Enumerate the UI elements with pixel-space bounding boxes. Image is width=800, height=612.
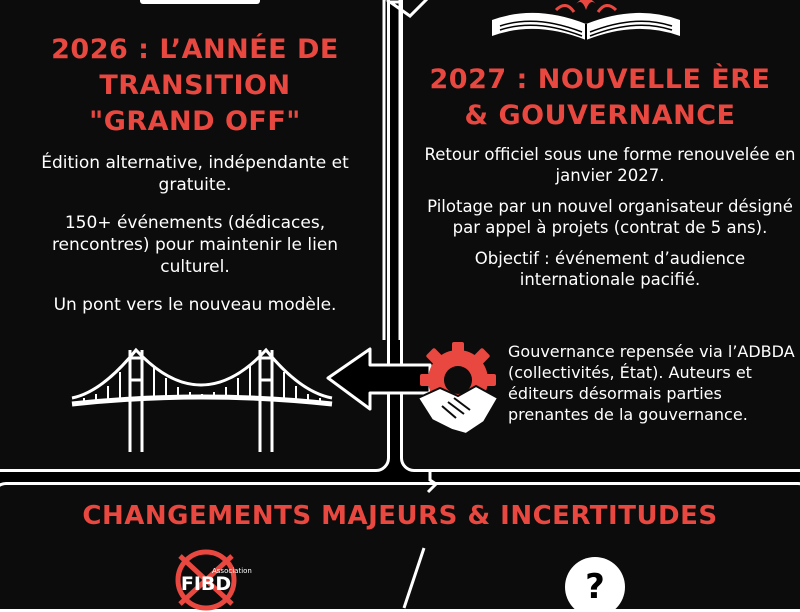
- text-2027-para-1: Retour officiel sous une forme renouvelée en janvier 2027.: [424, 145, 796, 185]
- open-book-icon: [486, 0, 686, 44]
- bottom-divider: [400, 548, 430, 608]
- title-2026-line-2: TRANSITION: [99, 70, 291, 101]
- bottom-connector: [410, 470, 450, 500]
- title-2027: [400, 62, 800, 134]
- text-2026-para-1: Édition alternative, indépendante et gratuite.: [41, 153, 349, 195]
- text-2026-para-3: Un pont vers le nouveau modèle.: [53, 295, 337, 315]
- question-mark-icon: [560, 552, 630, 612]
- governance-text: Gouvernance repensée via l’ADBDA (collectivités, État). Auteurs et éditeurs désormais parties prenantes de la gouvernance.: [508, 342, 795, 424]
- bridge-icon: [72, 340, 332, 460]
- text-2027-para-2: Pilotage par un nouvel organisateur désigné par appel à projets (contrat de 5 ans).: [427, 197, 793, 237]
- title-2026: [20, 32, 370, 140]
- crossed-fibd-logo-icon: [166, 546, 252, 606]
- text-2026-para-2: 150+ événements (dédicaces, rencontres) pour maintenir le lien culturel.: [51, 213, 339, 277]
- text-2027: [420, 144, 800, 300]
- title-2027-line-2: & GOUVERNANCE: [464, 100, 736, 131]
- fibd-logo-small-text: Association: [212, 567, 252, 575]
- question-mark-text: ?: [585, 567, 605, 607]
- top-badge: [140, 0, 260, 6]
- title-2026-line-1: 2026 : L’ANNÉE DE: [51, 34, 339, 65]
- title-2027-line-1: 2027 : NOUVELLE ÈRE: [429, 64, 771, 95]
- fibd-logo-text: FIBD: [180, 573, 232, 595]
- handshake-gear-icon: [412, 340, 504, 440]
- title-changes: CHANGEMENTS MAJEURS & INCERTITUDES: [82, 501, 718, 531]
- text-2026: [20, 152, 370, 332]
- title-2026-line-3: "GRAND OFF": [89, 106, 301, 137]
- text-2027-para-3: Objectif : événement d’audience internationale pacifié.: [474, 249, 746, 289]
